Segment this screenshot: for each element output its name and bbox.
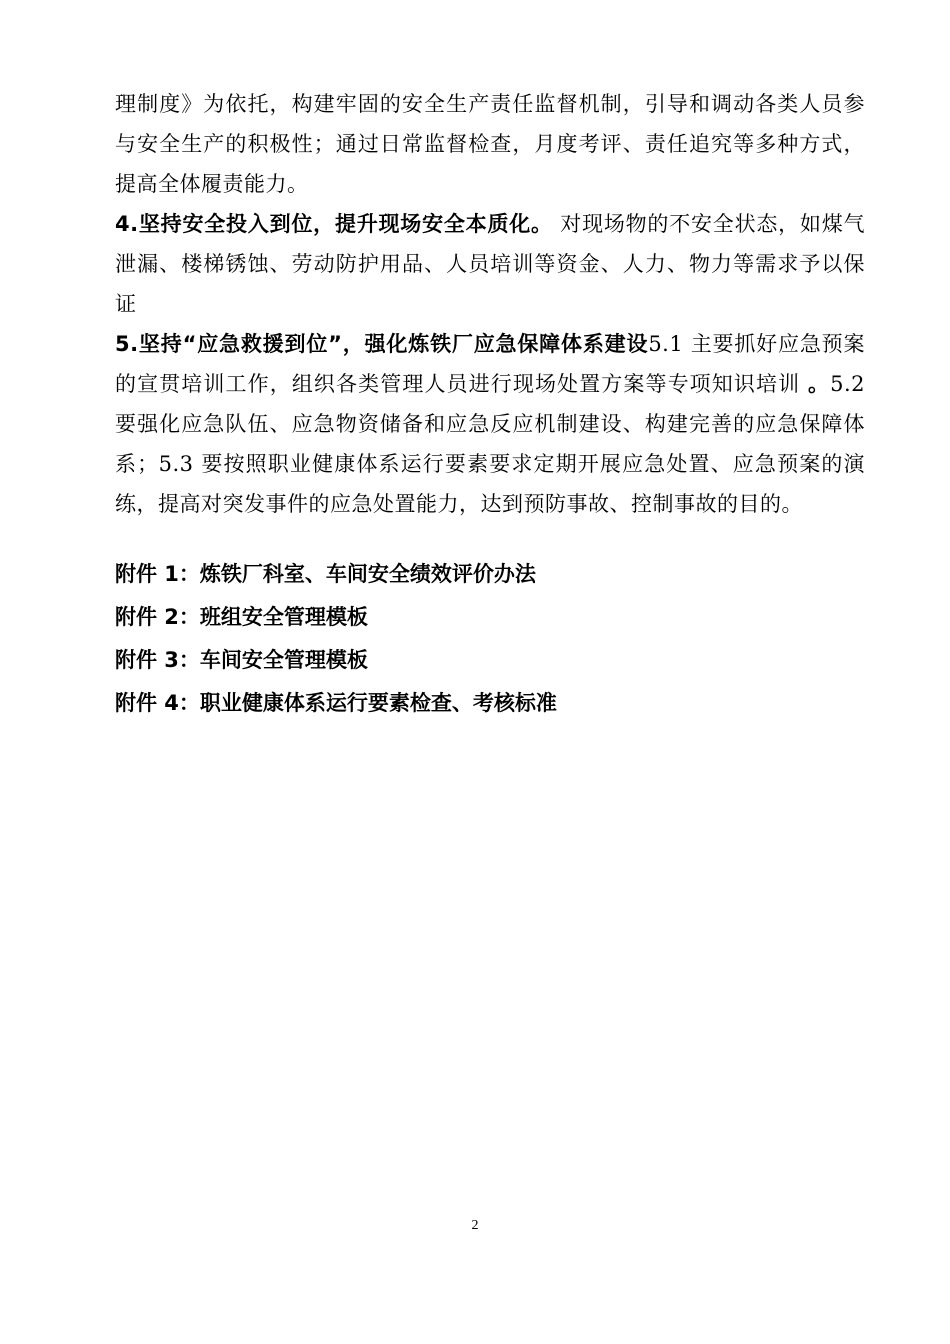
paragraph-heading: 4.坚持安全投入到位，提升现场安全本质化。 [115,212,553,236]
paragraph-heading: 5.坚持“应急救援到位”，强化炼铁厂应急保障体系建设 [115,332,649,356]
attachment-item: 附件 2：班组安全管理模板 [115,605,368,629]
paragraph-safety-investment [115,204,865,324]
paragraph-emergency-rescue [115,324,865,524]
attachment-item: 附件 3：车间安全管理模板 [115,648,368,672]
paragraph-text: 5.1 主要抓好应急预案的宣贯培训工作，组织各类管理人员进行现场处置方案等专项知识培训 [115,332,865,396]
attachment-item: 附件 4：职业健康体系运行要素检查、考核标准 [115,691,557,715]
paragraph-text: 对现场物的不安全状态，如煤气泄漏、楼梯锈蚀、劳动防护用品、人员培训等资金、人力、物力等需求予以保证 [115,212,865,316]
document-body [115,84,865,524]
paragraph-text: 理制度》为依托，构建牢固的安全生产责任监督机制，引导和调动各类人员参与安全生产的积极性；通过日常监督检查，月度考评、责任追究等多种方式，提高全体履责能力。 [115,92,865,196]
paragraph-text-period: 。 [807,372,831,396]
paragraph-text: 5.2 要强化应急队伍、应急物资储备和应急反应机制建设、构建完善的应急保障体系；5.3 要按照职业健康体系运行要素要求定期开展应急处置、应急预案的演练，提高对突发事件的应急处置能力，达到预防事故、控制事故的目的。 [115,372,865,516]
attachment-item: 附件 1：炼铁厂科室、车间安全绩效评价办法 [115,562,536,586]
page-number: 2 [471,1218,479,1233]
paragraph-responsibility [115,84,865,204]
attachment-list [115,553,865,725]
